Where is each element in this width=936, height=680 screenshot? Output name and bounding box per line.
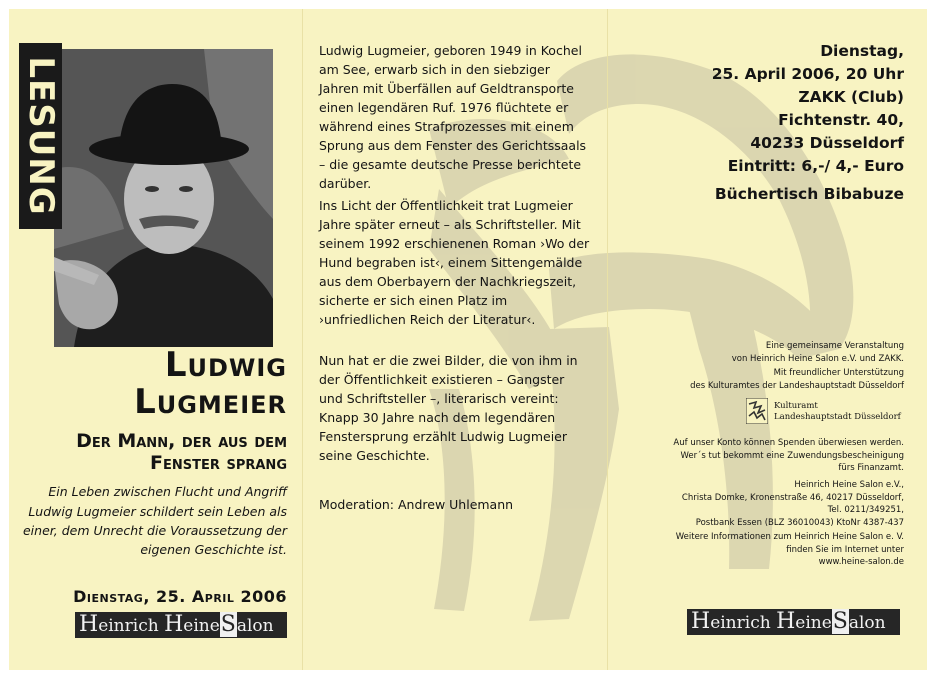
tagline-heading: Ein Leben zwischen Flucht und Angriff [48, 484, 287, 499]
contact-line: Postbank Essen (BLZ 36010043) KtoNr 4387-437 [695, 517, 904, 528]
contact-line: Christa Domke, Kronenstraße 46, 40217 Düsseldorf, [681, 492, 904, 503]
event-city: 40233 Düsseldorf [750, 134, 904, 152]
book-table: Büchertisch Bibabuze [714, 185, 904, 203]
author-photo [54, 49, 273, 347]
donation-note [673, 437, 904, 475]
event-street: Fichtenstr. 40, [778, 111, 904, 129]
website-link[interactable]: www.heine-salon.de [818, 557, 904, 567]
event-venue: ZAKK (Club) [798, 88, 904, 106]
donation-line: Auf unser Konto können Spenden überwiesen werden. [673, 438, 904, 448]
bio-paragraph-1: Ludwig Lugmeier, geboren 1949 in Kochel am See, erwarb sich in den siebziger Jahren mit Überfällen auf Geldtransporte einen legendären Ruf. 1976 flüchtete er während eines Strafprozesses mit einem Sprung aus dem Fenster des Gerichtssaals – die gesamte deutsche Presse berichtete darüber. [319, 43, 587, 191]
organizers-line: Eine gemeinsame Veranstaltung [765, 341, 904, 351]
moderation-line: Moderation: Andrew Uhlemann [319, 497, 514, 512]
lesung-label: LESUNG [20, 56, 61, 216]
contact-block [682, 479, 904, 529]
flyer-sheet [9, 9, 927, 670]
subtitle-line2: Fenster sprang [150, 452, 287, 474]
info-line: Weitere Informationen zum Heinrich Heine Salon e. V. [675, 532, 904, 542]
bio-paragraph-2: Ins Licht der Öffentlichkeit trat Lugmeier Jahre später erneut – als Schriftsteller. Mit seinem 1992 erschienenen Roman ›Wo der Hund begraben ist‹, einem Sittengemälde aus dem Oberbayern der Nachkriegszeit, sicherte er sich einen Platz im ›unfriedlichen Reich der Literatur‹. [319, 198, 590, 327]
donation-line: Wer´s tut bekommt eine Zuwendungsbescheinigung [680, 450, 904, 461]
kulturamt-logo [746, 398, 916, 430]
donation-line: fürs Finanzamt. [838, 463, 904, 473]
kulturamt-city: Landeshauptstadt Düsseldorf [774, 412, 901, 422]
info-line: finden Sie im Internet unter [786, 544, 904, 555]
bio-paragraph-3: Nun hat er die zwei Bilder, die von ihm in der Öffentlichkeit existieren – Gangster und Schriftsteller –, literarisch vereint: Knapp 30 Jahre nach dem legendären Fenstersprung erzählt Ludwig Lugmeier seine Geschichte. [319, 353, 578, 463]
heinrich-heine-salon-logo-right: Heinrich HeineSalon [687, 609, 900, 635]
support-line: Mit freundlicher Unterstützung [773, 368, 904, 378]
kulturamt-name: Kulturamt [774, 401, 818, 411]
fold-line [302, 9, 303, 670]
event-day: Dienstag, [820, 42, 904, 60]
support-note [690, 367, 904, 392]
event-admission: Eintritt: 6,-/ 4,- Euro [727, 157, 904, 175]
info-block [676, 531, 904, 569]
contact-line: Tel. 0211/349251, [827, 505, 904, 515]
organizers-line: von Heinrich Heine Salon e.V. und ZAKK. [731, 353, 904, 364]
contact-line: Heinrich Heine Salon e.V., [794, 480, 904, 490]
event-details [712, 40, 904, 206]
author-name-line2: Lugmeier [134, 382, 287, 422]
event-date-left: Dienstag, 25. April 2006 [73, 587, 287, 606]
support-line: des Kulturamtes der Landeshauptstadt Düsseldorf [690, 380, 904, 391]
kulturamt-emblem-icon [746, 398, 768, 424]
author-name-line1: Ludwig [164, 345, 287, 385]
tagline-body: Ludwig Lugmeier schildert sein Leben als einer, dem Unrecht die Voraussetzung der eigenen Geschichte ist. [22, 504, 287, 557]
organizers-note [732, 340, 904, 365]
event-date-time: 25. April 2006, 20 Uhr [711, 65, 904, 83]
fold-line [607, 9, 608, 670]
subtitle-line1: Der Mann, der aus dem [76, 430, 287, 452]
heinrich-heine-salon-logo-left: Heinrich HeineSalon [75, 612, 287, 638]
